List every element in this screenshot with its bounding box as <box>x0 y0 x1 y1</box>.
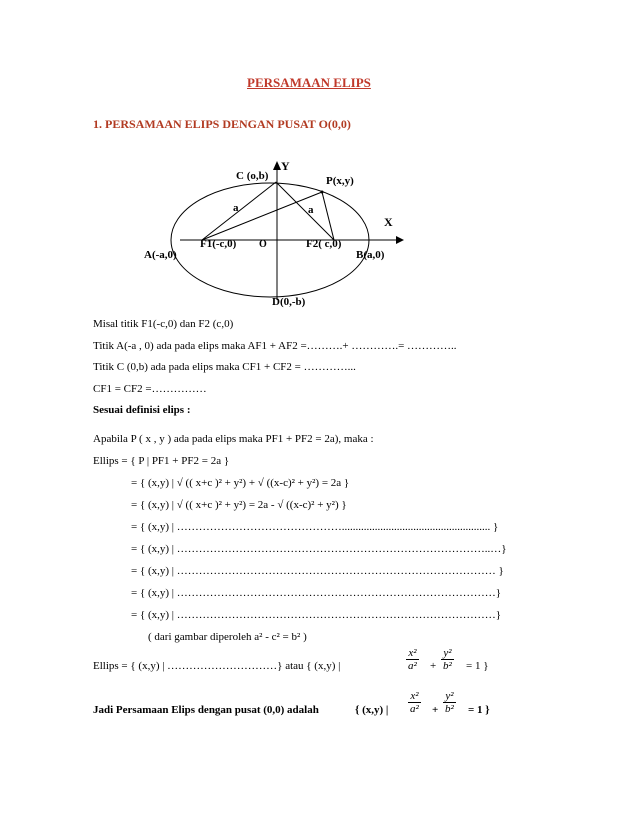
text-line-7: Ellips = { P | PF1 + PF2 = 2a } <box>93 455 230 467</box>
fraction-numerator: x² <box>410 690 419 702</box>
fraction-x2-a2 <box>406 647 419 672</box>
label-b-point: B(a,0) <box>356 249 385 261</box>
text-line-9: = { (x,y) | √ (( x+c )² + y²) = 2a - √ ((x-c)² + y²) } <box>131 499 347 511</box>
text-line-6: Apabila P ( x , y ) ada pada elips maka PF1 + PF2 = 2a), maka : <box>93 433 374 445</box>
page-title: PERSAMAAN ELIPS <box>247 75 371 90</box>
label-f1: F1(-c,0) <box>200 238 237 250</box>
label-c: C (o,b) <box>236 170 269 182</box>
plus-sign-final: + <box>432 704 439 716</box>
label-y: Y <box>281 159 290 173</box>
text-line-10: = { (x,y) | ………………………………………...................................................... } <box>131 521 499 533</box>
x-axis-arrow <box>396 236 404 244</box>
label-p: P(x,y) <box>326 175 354 187</box>
section-heading: 1. PERSAMAAN ELIPS DENGAN PUSAT O(0,0) <box>93 117 351 131</box>
label-f2: F2( c,0) <box>306 238 342 250</box>
fraction-x2-a2-final <box>408 690 421 715</box>
text-line-8: = { (x,y) | √ (( x+c )² + y²) + √ ((x-c)² + y²) = 2a } <box>131 477 350 489</box>
text-line-2: Titik A(-a , 0) ada pada elips maka AF1 + AF2 =……….+ ………….= ………….. <box>93 340 457 352</box>
y-axis-arrow <box>273 161 281 170</box>
fraction-numerator: x² <box>408 647 417 659</box>
label-a-point: A(-a,0) <box>144 249 177 261</box>
conclusion-set: { (x,y) | <box>355 704 389 716</box>
plus-sign: + <box>430 660 437 672</box>
fraction-y2-b2 <box>441 647 454 672</box>
line-f1-p <box>202 192 322 240</box>
ellips-equation-line: Ellips = { (x,y) | …………………………} atau { (x,y) | <box>93 660 341 672</box>
fraction-denominator: b² <box>443 660 452 672</box>
label-a-left: a <box>233 202 239 214</box>
text-line-13: = { (x,y) | ……………………………………………………………………………} <box>131 587 502 599</box>
conclusion-text: Jadi Persamaan Elips dengan pusat (0,0) adalah <box>93 704 319 716</box>
text-line-4: CF1 = CF2 =…………… <box>93 383 207 395</box>
text-line-14: = { (x,y) | ……………………………………………………………………………} <box>131 609 502 621</box>
text-line-3: Titik C (0,b) ada pada elips maka CF1 + CF2 = …………... <box>93 361 356 373</box>
fraction-denominator: a² <box>408 660 417 672</box>
text-line-5: Sesuai definisi elips : <box>93 404 191 416</box>
text-line-15: ( dari gambar diperoleh a² - c² = b² ) <box>148 631 307 643</box>
label-a-right: a <box>308 204 314 216</box>
fraction-denominator: a² <box>410 703 419 715</box>
label-o: O <box>259 239 267 250</box>
line-f1-c <box>202 182 276 240</box>
fraction-numerator: y² <box>445 690 454 702</box>
point-p <box>321 191 324 194</box>
line-p-f2 <box>322 192 334 240</box>
equals-one: = 1 } <box>466 660 489 672</box>
text-line-11: = { (x,y) | …………………………………………………………………………..…} <box>131 543 507 555</box>
label-d: D(0,-b) <box>272 296 306 308</box>
line-c-f2 <box>276 182 334 240</box>
equals-one-final: = 1 } <box>468 704 490 716</box>
text-line-12: = { (x,y) | …………………………………………………………………………… } <box>131 565 504 577</box>
text-line-1: Misal titik F1(-c,0) dan F2 (c,0) <box>93 318 234 330</box>
fraction-denominator: b² <box>445 703 454 715</box>
label-x: X <box>384 215 393 229</box>
fraction-y2-b2-final <box>443 690 456 715</box>
fraction-numerator: y² <box>443 647 452 659</box>
ellipse-diagram <box>0 0 638 330</box>
